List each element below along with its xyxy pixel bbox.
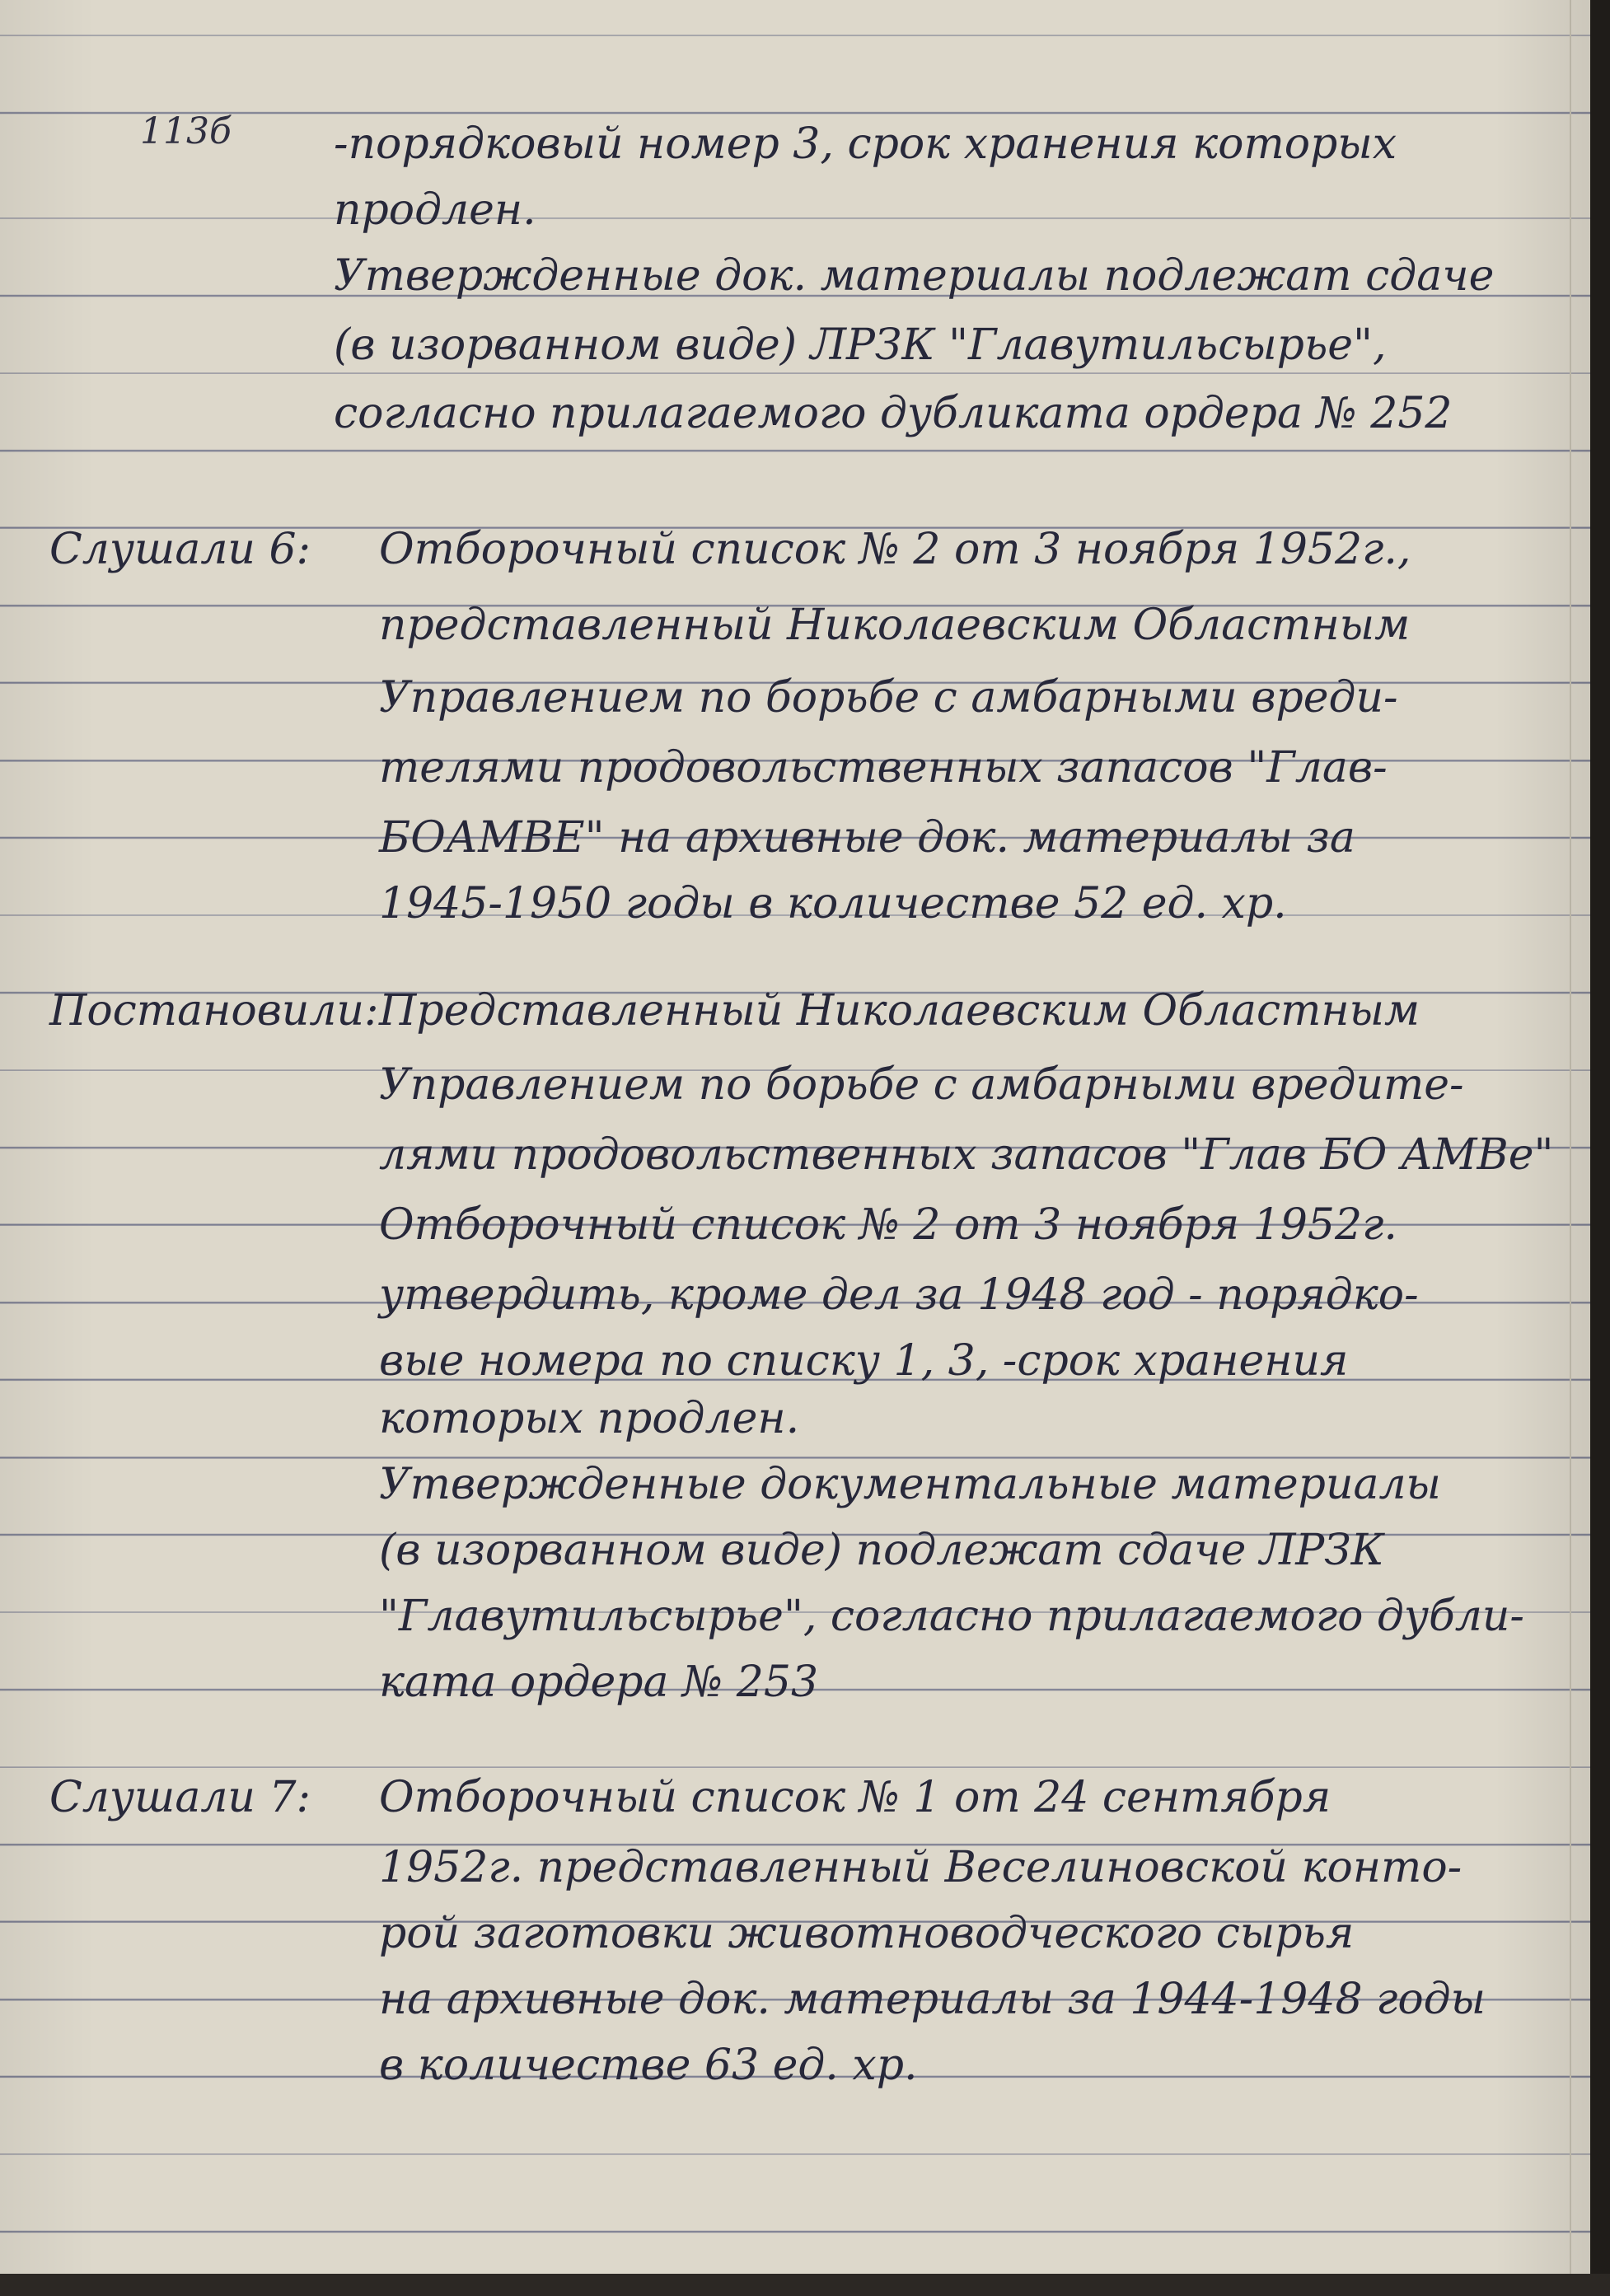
text-line: утвердить, кроме дел за 1948 год - порядко- [379,1270,1419,1320]
text-line: лями продовольственных запасов "Глав БО АМВе" [379,1130,1554,1180]
text-line: рой заготовки животноводческого сырья [379,1909,1355,1958]
item-label: Слушали 7: [49,1773,311,1822]
text-line: (в изорванном виде) подлежат сдаче ЛРЗК [379,1526,1384,1575]
text-line: Отборочный список № 1 от 24 сентября [379,1773,1332,1822]
text-line: которых продлен. [379,1394,800,1443]
text-line: Управлением по борьбе с амбарными вредите- [379,1060,1464,1110]
binding-edge [1590,0,1610,2296]
text-line: 1952г. представленный Веселиновской конто- [379,1843,1463,1892]
page-number: 113б [140,110,232,152]
text-line: продлен. [334,185,536,235]
text-line: Отборочный список № 2 от 3 ноября 1952г. [379,1200,1397,1250]
text-line: (в изорванном виде) ЛРЗК "Главутильсырье", [334,320,1387,370]
text-line: Управлением по борьбе с амбарными вреди- [379,673,1398,722]
text-line: Представленный Николаевским Областным [379,986,1420,1036]
text-line: БОАМВЕ" на архивные док. материалы за [379,813,1355,863]
text-line: Отборочный список № 2 от 3 ноября 1952г., [379,525,1411,574]
text-line: ката ордера № 253 [379,1658,819,1707]
text-line: Утвержденные документальные материалы [379,1460,1441,1509]
text-line: телями продовольственных запасов "Глав- [379,743,1388,793]
text-line: согласно прилагаемого дубликата ордера № 252 [334,389,1453,438]
text-line: 1945-1950 годы в количестве 52 ед. хр. [379,879,1287,928]
item-label: Слушали 6: [49,525,311,574]
text-line: "Главутильсырье", согласно прилагаемого дубли- [379,1592,1524,1641]
bottom-shadow [0,2274,1610,2296]
page-margin-line [1570,0,1571,2274]
text-line: представленный Николаевским Областным [379,601,1411,650]
text-line: Утвержденные док. материалы подлежат сдаче [334,251,1495,301]
resolution-label: Постановили: [49,986,379,1036]
text-line: на архивные док. материалы за 1944-1948 годы [379,1975,1486,2024]
text-line: в количестве 63 ед. хр. [379,2041,918,2090]
text-line: -порядковый номер 3, срок хранения которых [334,119,1397,169]
text-line: вые номера по списку 1, 3, -срок хранения [379,1336,1349,1386]
